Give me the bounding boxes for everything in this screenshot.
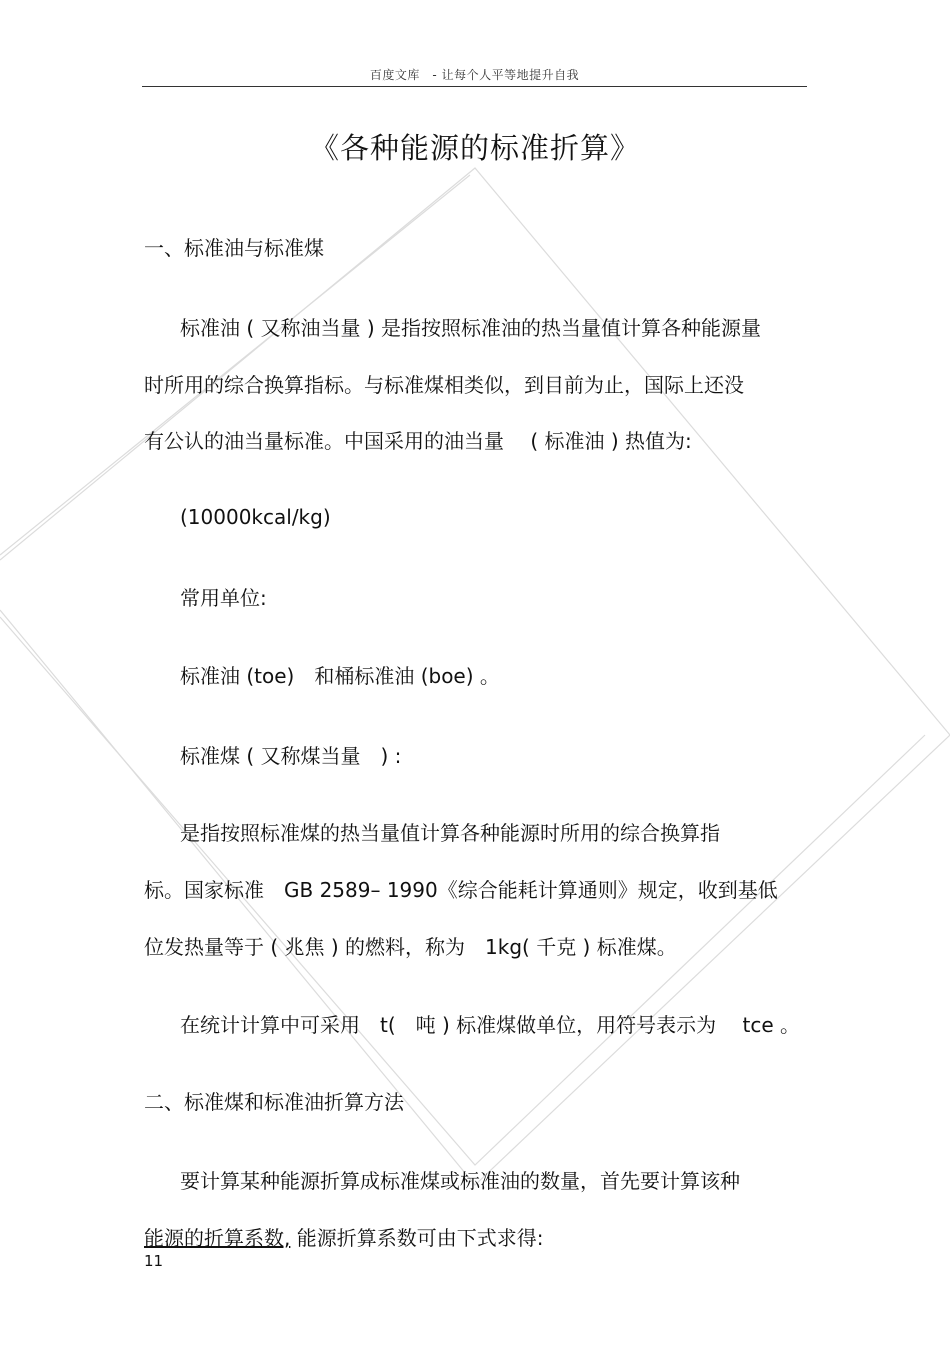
paragraph-line-last [144, 1222, 543, 1251]
paragraph-line: 标准煤 ( 又称煤当量 ) : [180, 744, 402, 768]
page-number: 11 [144, 1252, 164, 1270]
header-rule [142, 86, 807, 87]
underlined-term: 能源的折算系数, [144, 1226, 291, 1250]
paragraph-line: 有公认的油当量标准。中国采用的油当量 ( 标准油 ) 热值为: [144, 429, 692, 453]
paragraph-line: 要计算某种能源折算成标准煤或标准油的数量，首先要计算该种 [180, 1169, 740, 1193]
paragraph-line: 常用单位: [180, 586, 267, 610]
heat-value: (10000kcal/kg) [180, 505, 331, 529]
paragraph-line: 标。国家标准 GB 2589– 1990《综合能耗计算通则》规定，收到基低 [144, 878, 778, 902]
paragraph-line: 是指按照标准煤的热当量值计算各种能源时所用的综合换算指 [180, 821, 720, 845]
paragraph-line: 标准油 ( 又称油当量 ) 是指按照标准油的热当量值计算各种能源量 [180, 316, 762, 340]
paragraph-line: 标准油 (toe) 和桶标准油 (boe) 。 [180, 664, 500, 688]
paragraph-line: 时所用的综合换算指标。与标准煤相类似，到目前为止，国际上还没 [144, 373, 744, 397]
section-heading-1: 一、标准油与标准煤 [144, 236, 324, 260]
paragraph-line-rest: 能源折算系数可由下式求得: [290, 1226, 544, 1250]
paragraph-line: 位发热量等于 ( 兆焦 ) 的燃料，称为 1kg( 千克 ) 标准煤。 [144, 935, 677, 959]
page-header: 百度文库 - 让每个人平等地提升自我 [369, 68, 580, 82]
section-heading-2: 二、标准煤和标准油折算方法 [144, 1090, 404, 1114]
paragraph-line: 在统计计算中可采用 t( 吨 ) 标准煤做单位，用符号表示为 tce 。 [180, 1013, 801, 1037]
document-title: 《各种能源的标准折算》 [309, 131, 640, 165]
